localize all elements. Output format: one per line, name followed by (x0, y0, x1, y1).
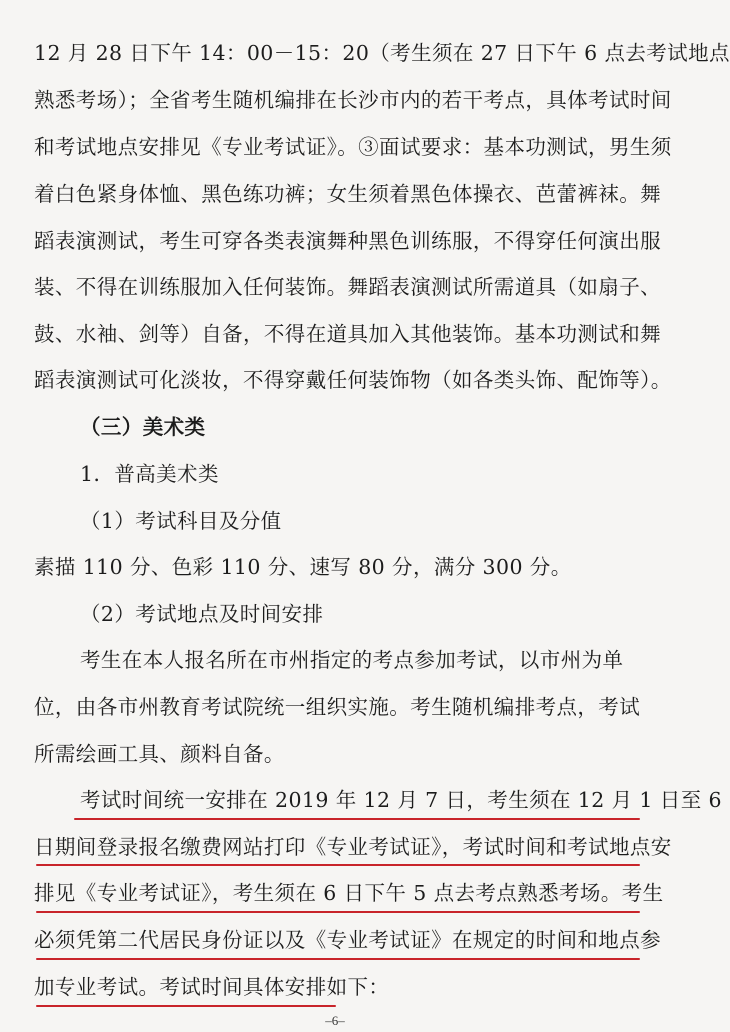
paragraph-line: 鼓、水袖、剑等）自备，不得在道具加入其他装饰。基本功测试和舞 (34, 322, 661, 346)
sub-heading: 1．普高美术类 (80, 462, 219, 486)
paragraph-line: 位，由各市州教育考试院统一组织实施。考生随机编排考点，考试 (34, 695, 641, 719)
red-underline (36, 864, 640, 866)
paragraph-line: 熟悉考场）；全省考生随机编排在长沙市内的若干考点，具体考试时间 (34, 88, 672, 112)
paragraph-line: 12 月 28 日下午 14：00－15：20（考生须在 27 日下午 6 点去考试地点 (34, 41, 730, 65)
paragraph-line: 装、不得在训练服加入任何装饰。舞蹈表演测试所需道具（如扇子、 (34, 275, 661, 299)
underlined-paragraph-line: 必须凭第二代居民身份证以及《专业考试证》在规定的时间和地点参 (34, 928, 661, 952)
paragraph-line: 着白色紧身体恤、黑色练功裤；女生须着黑色体操衣、芭蕾裤袜。舞 (34, 182, 661, 206)
page-number: –6– (325, 1013, 345, 1028)
section-heading: （三）美术类 (80, 415, 206, 439)
paragraph-line: 和考试地点安排见《专业考试证》。③面试要求：基本功测试，男生须 (34, 135, 672, 159)
red-underline (74, 818, 640, 820)
red-underline (36, 958, 640, 960)
underlined-paragraph-line: 排见《专业考试证》，考生须在 6 日下午 5 点去考点熟悉考场。考生 (34, 881, 664, 905)
score-line: 素描 110 分、色彩 110 分、速写 80 分，满分 300 分。 (34, 555, 572, 579)
paragraph-line: 蹈表演测试可化淡妆，不得穿戴任何装饰物（如各类头饰、配饰等）。 (34, 368, 672, 392)
item-heading-location-time: （2）考试地点及时间安排 (80, 602, 324, 626)
red-underline (36, 911, 640, 913)
underlined-paragraph-line: 考试时间统一安排在 2019 年 12 月 7 日，考生须在 12 月 1 日至 6 (80, 788, 722, 812)
paragraph-line: 所需绘画工具、颜料自备。 (34, 742, 285, 766)
paragraph-line: 考生在本人报名所在市州指定的考点参加考试，以市州为单 (80, 648, 624, 672)
item-heading-subjects: （1）考试科目及分值 (80, 509, 282, 533)
underlined-paragraph-line: 日期间登录报名缴费网站打印《专业考试证》，考试时间和考试地点安 (34, 835, 672, 859)
red-underline (36, 1005, 336, 1007)
underlined-paragraph-line: 加专业考试。考试时间具体安排如下： (34, 975, 390, 999)
paragraph-line: 蹈表演测试，考生可穿各类表演舞种黑色训练服，不得穿任何演出服 (34, 229, 661, 253)
